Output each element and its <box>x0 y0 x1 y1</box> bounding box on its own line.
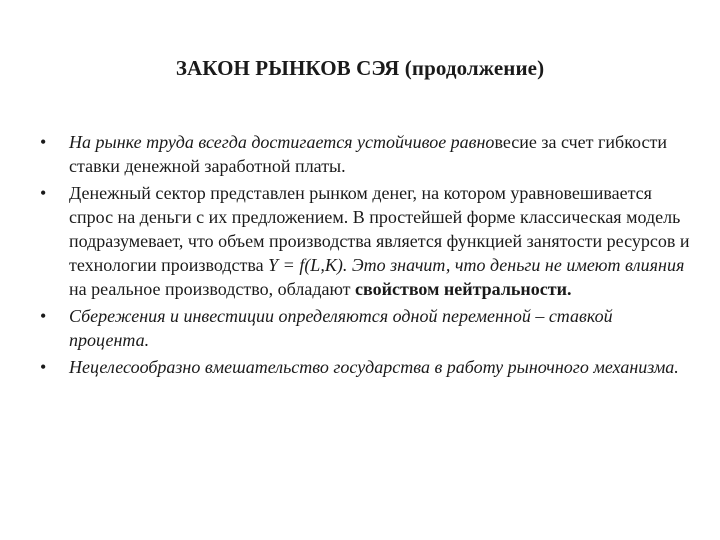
bullet-marker: • <box>40 183 47 203</box>
bullet-marker: • <box>40 357 47 377</box>
bullet-item-labor-market <box>40 130 695 178</box>
money-sector-text-2: на реальное производство, обладают <box>69 279 356 299</box>
money-sector-text: Денежный сектор представлен рынком денег, на котором уравновешивается спрос на деньги с их предложением. В простейшей форме классическая модель подразумевает, что объем производства является функцией занятости ресурсов и технологии производства <box>69 183 690 275</box>
state-intervention-italic: Нецелесообразно вмешательство государства в работу рыночного механизма. <box>69 357 679 377</box>
bullet-item-state-intervention <box>40 355 695 379</box>
savings-investment-italic: Сбережения и инвестиции определяются одной переменной – ставкой процента. <box>69 306 613 350</box>
bullet-marker: • <box>40 132 47 152</box>
production-formula: Y = f(L,K). <box>268 255 348 275</box>
title-main: ЗАКОН РЫНКОВ СЭЯ <box>175 56 400 80</box>
money-no-influence-italic: Это значит, что деньги не имеют влияния <box>347 255 685 275</box>
neutrality-bold: свойством нейтральности. <box>355 279 572 299</box>
bullet-marker: • <box>40 306 47 326</box>
bullet-item-savings-investment <box>40 304 695 352</box>
bullet-item-money-sector <box>40 181 695 301</box>
labor-market-italic: На рынке труда всегда достигается устойчивое равно <box>69 132 495 152</box>
labor-market-text: весие за счет гибкости ставки денежной заработной платы. <box>69 132 667 176</box>
slide-title <box>0 56 720 81</box>
bullet-list <box>40 130 695 382</box>
title-paren: (продолжение) <box>404 56 545 80</box>
